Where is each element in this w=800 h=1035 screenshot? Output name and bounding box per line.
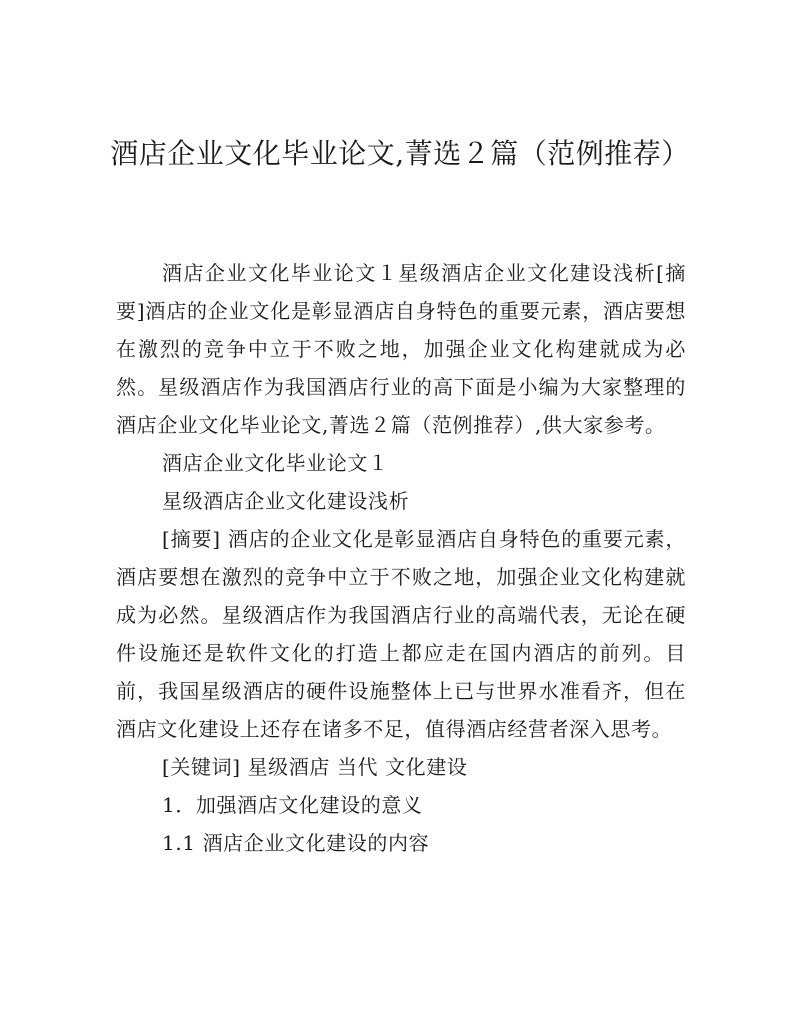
heading-1: 1．加强酒店文化建设的意义 [162, 793, 423, 817]
heading-1-1: 1.1 酒店企业文化建设的内容 [162, 831, 430, 855]
abstract-paragraph: [摘要] 酒店的企业文化是彰显酒店自身特色的重要元素，酒店要想在激烈的竞争中立于不败之地，加强企业文化构建就成为必然。星级酒店作为我国酒店行业的高端代表，无论在硬件设施还是软件文化的打造上都应走在国内酒店的前列。目前，我国星级酒店的硬件设施整体上已与世界水准看齐，但在酒店文化建设上还存在诸多不足，值得酒店经营者深入思考。 [116, 527, 686, 741]
section-heading: 酒店企业文化毕业论文１ [162, 451, 389, 475]
keywords-line: [关键词] 星级酒店 当代 文化建设 [162, 755, 468, 779]
document-title: 酒店企业文化毕业论文,菁选２篇（范例推荐） [110, 137, 690, 170]
document-body [116, 254, 686, 862]
article-title: 星级酒店企业文化建设浅析 [162, 489, 410, 513]
intro-paragraph: 酒店企业文化毕业论文１星级酒店企业文化建设浅析[摘要]酒店的企业文化是彰显酒店自身特色的重要元素，酒店要想在激烈的竞争中立于不败之地，加强企业文化构建就成为必然。星级酒店作为我国酒店行业的高下面是小编为大家整理的酒店企业文化毕业论文,菁选２篇（范例推荐）,供大家参考。 [116, 261, 686, 437]
